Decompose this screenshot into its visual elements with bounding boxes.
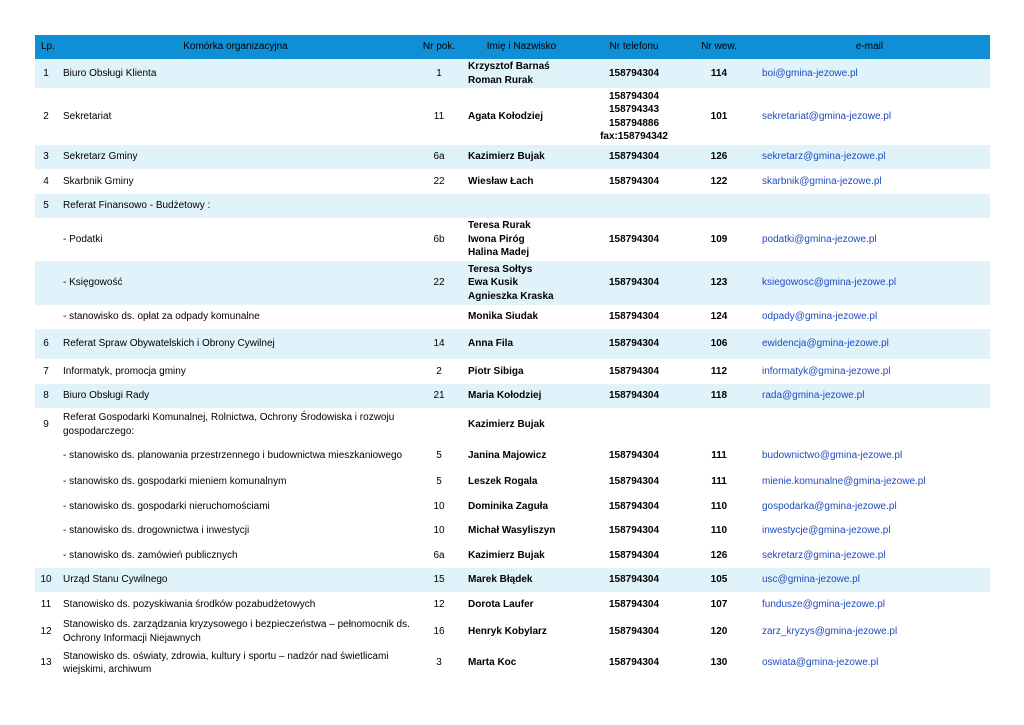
header-lp: Lp. (41, 41, 55, 53)
phone-number: 158794304 (608, 449, 660, 461)
person-names (464, 365, 579, 379)
phone-number: 158794304 (608, 233, 660, 245)
person-names (464, 263, 579, 304)
person-name: Teresa Rurak (468, 220, 531, 232)
unit-name: Stanowisko ds. zarządzania kryzysowego i bezpieczeństwa – pełnomocnik ds. Ochrony Informacji Niejawnych (63, 619, 410, 644)
email-link[interactable]: fundusze@gmina-jezowe.pl (762, 598, 885, 610)
header-ext: Nr wew. (701, 41, 737, 53)
room-number: 10 (433, 500, 445, 512)
row-number: 7 (43, 365, 49, 377)
room-number: 3 (436, 657, 442, 669)
table-row (35, 261, 990, 305)
phone-numbers (579, 475, 689, 489)
extension-number: 110 (710, 525, 728, 537)
person-name: Piotr Sibiga (468, 365, 524, 377)
phone-numbers (579, 625, 689, 639)
table-row (35, 519, 990, 543)
phone-number: 158794304 (608, 549, 660, 561)
person-name: Michał Wasyliszyn (468, 525, 556, 537)
extension-number: 105 (710, 574, 728, 586)
room-number: 1 (436, 67, 442, 79)
table-header (35, 35, 990, 59)
person-name: Kazimierz Bujak (468, 549, 545, 561)
row-number: 6 (43, 338, 49, 350)
room-number: 16 (433, 625, 445, 637)
phone-numbers (579, 500, 689, 514)
phone-number: 158794304 (608, 657, 660, 669)
person-name: Roman Rurak (468, 74, 534, 86)
extension-number: 107 (710, 598, 728, 610)
row-number: 8 (43, 390, 49, 402)
person-name: Marta Koc (468, 657, 517, 669)
table-row (35, 169, 990, 194)
unit-name: Skarbnik Gminy (63, 175, 134, 187)
table-row (35, 194, 990, 218)
person-names (464, 573, 579, 587)
unit-name: Referat Finansowo - Budżetowy : (63, 200, 211, 212)
person-names (464, 389, 579, 403)
table-row (35, 384, 990, 408)
person-name: Krzysztof Barnaś (468, 61, 550, 72)
extension-number: 111 (711, 449, 727, 461)
unit-name: Informatyk, promocja gminy (63, 365, 186, 377)
person-name: Ewa Kusik (468, 277, 519, 289)
person-name: Halina Madej (468, 247, 530, 259)
table-row (35, 145, 990, 169)
unit-name: - Księgowość (63, 277, 123, 289)
room-number: 6b (433, 233, 445, 245)
phone-number: 158794304 (608, 338, 660, 350)
person-name: Kazimierz Bujak (468, 418, 545, 430)
person-name: Iwona Piróg (468, 233, 525, 245)
email-link[interactable]: podatki@gmina-jezowe.pl (762, 233, 877, 245)
email-link[interactable]: ksiegowosc@gmina-jezowe.pl (762, 277, 897, 289)
room-number: 15 (433, 574, 445, 586)
table-row (35, 592, 990, 617)
person-names (464, 449, 579, 463)
extension-number: 126 (710, 151, 728, 163)
person-name: Agnieszka Kraska (468, 290, 554, 302)
table-row (35, 470, 990, 494)
email-link[interactable]: mienie.komunalne@gmina-jezowe.pl (762, 476, 926, 488)
unit-name: Stanowisko ds. pozyskiwania środków pozabudżetowych (63, 598, 316, 610)
phone-number: 158794304 (608, 500, 660, 512)
person-name: Maria Kołodziej (468, 390, 542, 402)
extension-number: 130 (710, 657, 728, 669)
row-number: 13 (40, 657, 52, 669)
email-link[interactable]: skarbnik@gmina-jezowe.pl (762, 175, 882, 187)
row-number: 11 (40, 598, 52, 610)
unit-name: - stanowisko ds. zamówień publicznych (63, 549, 238, 561)
table-row (35, 59, 990, 88)
unit-name: Referat Spraw Obywatelskich i Obrony Cywilnej (63, 338, 275, 350)
email-link[interactable]: sekretarz@gmina-jezowe.pl (762, 151, 886, 163)
unit-name: - Podatki (63, 233, 103, 245)
extension-number: 123 (710, 277, 728, 289)
phone-numbers (579, 310, 689, 324)
phone-numbers (579, 549, 689, 563)
unit-name: Biuro Obsługi Rady (63, 390, 150, 402)
table-row (35, 494, 990, 519)
unit-name: - stanowisko ds. gospodarki nieruchomościami (63, 500, 270, 512)
person-name: Leszek Rogala (468, 476, 538, 488)
row-number: 9 (43, 418, 49, 430)
table-row (35, 646, 990, 680)
email-link[interactable]: sekretarz@gmina-jezowe.pl (762, 549, 886, 561)
unit-name: - stanowisko ds. opłat za odpady komunalne (63, 311, 260, 323)
person-names (464, 60, 579, 87)
table-row (35, 617, 990, 646)
extension-number: 122 (710, 175, 728, 187)
table-row (35, 568, 990, 592)
phone-number: 158794304 (608, 390, 660, 402)
extension-number: 109 (710, 233, 728, 245)
unit-name: - stanowisko ds. planowania przestrzennego i budownictwa mieszkaniowego (63, 449, 403, 461)
table-row (35, 218, 990, 261)
room-number: 6a (433, 151, 445, 163)
phone-numbers (579, 90, 689, 144)
person-name: Anna Fila (468, 338, 514, 350)
phone-number: 158794304 (608, 175, 660, 187)
person-name: Marek Błądek (468, 574, 533, 586)
extension-number: 110 (710, 500, 728, 512)
person-name: Kazimierz Bujak (468, 151, 545, 163)
person-name: Dominika Zaguła (468, 500, 549, 512)
phone-number: fax:158794342 (600, 131, 668, 142)
person-name: Dorota Laufer (468, 598, 534, 610)
email-link[interactable]: ewidencja@gmina-jezowe.pl (762, 338, 889, 350)
row-number: 1 (43, 67, 49, 79)
phone-number: 158794886 (608, 117, 660, 129)
row-number: 10 (40, 574, 52, 586)
room-number: 5 (436, 449, 442, 461)
table-row (35, 543, 990, 568)
extension-number: 101 (710, 110, 728, 122)
person-names (464, 524, 579, 538)
person-names (464, 175, 579, 189)
phone-number: 158794304 (608, 67, 660, 79)
email-link[interactable]: usc@gmina-jezowe.pl (762, 574, 860, 586)
person-name: Janina Majowicz (468, 449, 547, 461)
extension-number: 124 (710, 311, 728, 323)
phone-numbers (579, 276, 689, 290)
room-number: 22 (433, 277, 445, 289)
person-names (464, 310, 579, 324)
room-number: 22 (433, 175, 445, 187)
table-row (35, 359, 990, 384)
room-number: 2 (436, 365, 442, 377)
unit-name: Biuro Obsługi Klienta (63, 67, 157, 79)
phone-number: 158794304 (608, 151, 660, 163)
person-names (464, 418, 579, 432)
row-number: 2 (43, 110, 49, 122)
phone-number: 158794343 (608, 104, 660, 115)
extension-number: 106 (710, 338, 728, 350)
table-row (35, 408, 990, 441)
email-link[interactable]: sekretariat@gmina-jezowe.pl (762, 110, 892, 122)
person-name: Wiesław Łach (468, 175, 534, 187)
phone-numbers (579, 67, 689, 81)
phone-number: 158794304 (608, 598, 660, 610)
table-row (35, 329, 990, 359)
phone-number: 158794304 (608, 365, 660, 377)
email-link[interactable]: zarz_kryzys@gmina-jezowe.pl (762, 625, 898, 637)
phone-number: 158794304 (608, 311, 660, 323)
person-names (464, 150, 579, 164)
unit-name: Stanowisko ds. oświaty, zdrowia, kultury i sportu – nadzór nad świetlicami wiejskimi, archiwum (63, 650, 389, 675)
person-names (464, 500, 579, 514)
person-name: Monika Siudak (468, 311, 539, 323)
phone-number: 158794304 (608, 476, 660, 488)
unit-name: Sekretariat (63, 110, 112, 122)
phone-numbers (579, 150, 689, 164)
email-link[interactable]: rada@gmina-jezowe.pl (762, 390, 865, 402)
phone-numbers (579, 365, 689, 379)
room-number: 21 (433, 390, 445, 402)
email-link[interactable]: informatyk@gmina-jezowe.pl (762, 365, 891, 377)
email-link[interactable]: oswiata@gmina-jezowe.pl (762, 657, 879, 669)
person-names (464, 110, 579, 124)
row-number: 12 (40, 625, 52, 637)
room-number: 6a (433, 549, 445, 561)
table-row (35, 305, 990, 329)
unit-name: Referat Gospodarki Komunalnej, Rolnictwa, Ochrony Środowiska i rozwoju gospodarczego: (63, 412, 395, 437)
unit-name: Sekretarz Gminy (63, 151, 138, 163)
person-names (464, 337, 579, 351)
phone-number: 158794304 (608, 625, 660, 637)
extension-number: 120 (710, 625, 728, 637)
table-body (35, 59, 990, 680)
contact-table (35, 35, 990, 680)
phone-numbers (579, 337, 689, 351)
extension-number: 118 (710, 390, 728, 402)
phone-numbers (579, 449, 689, 463)
header-unit: Komórka organizacyjna (183, 41, 288, 53)
extension-number: 112 (710, 365, 728, 377)
phone-numbers (579, 524, 689, 538)
row-number: 5 (43, 200, 49, 212)
person-name: Agata Kołodziej (468, 110, 544, 122)
person-names (464, 549, 579, 563)
unit-name: - stanowisko ds. drogownictwa i inwestycji (63, 525, 250, 537)
header-phone: Nr telefonu (609, 41, 659, 53)
email-link[interactable]: boi@gmina-jezowe.pl (762, 67, 858, 79)
extension-number: 126 (710, 549, 728, 561)
person-name: Henryk Kobylarz (468, 625, 547, 637)
room-number: 11 (433, 110, 445, 122)
person-names (464, 656, 579, 670)
header-name: Imię i Nazwisko (486, 41, 557, 53)
email-link[interactable]: odpady@gmina-jezowe.pl (762, 311, 878, 323)
person-names (464, 625, 579, 639)
email-link[interactable]: gospodarka@gmina-jezowe.pl (762, 500, 897, 512)
phone-numbers (579, 175, 689, 189)
unit-name: - stanowisko ds. gospodarki mieniem komunalnym (63, 476, 287, 488)
phone-number: 158794304 (608, 277, 660, 289)
phone-number: 158794304 (608, 90, 660, 102)
table-row (35, 441, 990, 470)
phone-number: 158794304 (608, 525, 660, 537)
phone-numbers (579, 656, 689, 670)
header-room: Nr pok. (422, 41, 456, 53)
phone-numbers (579, 573, 689, 587)
email-link[interactable]: inwestycje@gmina-jezowe.pl (762, 525, 891, 537)
person-name: Teresa Sołtys (468, 263, 533, 275)
room-number: 14 (433, 338, 445, 350)
row-number: 3 (43, 151, 49, 163)
person-names (464, 475, 579, 489)
extension-number: 111 (711, 476, 727, 488)
room-number: 10 (433, 525, 445, 537)
phone-numbers (579, 389, 689, 403)
room-number: 12 (433, 598, 445, 610)
table-row (35, 88, 990, 145)
header-email: e-mail (855, 41, 884, 53)
unit-name: Urząd Stanu Cywilnego (63, 574, 168, 586)
phone-numbers (579, 233, 689, 247)
phone-numbers (579, 598, 689, 612)
extension-number: 114 (710, 67, 728, 79)
person-names (464, 598, 579, 612)
email-link[interactable]: budownictwo@gmina-jezowe.pl (762, 449, 903, 461)
row-number: 4 (43, 175, 49, 187)
phone-number: 158794304 (608, 574, 660, 586)
person-names (464, 219, 579, 260)
room-number: 5 (436, 476, 442, 488)
